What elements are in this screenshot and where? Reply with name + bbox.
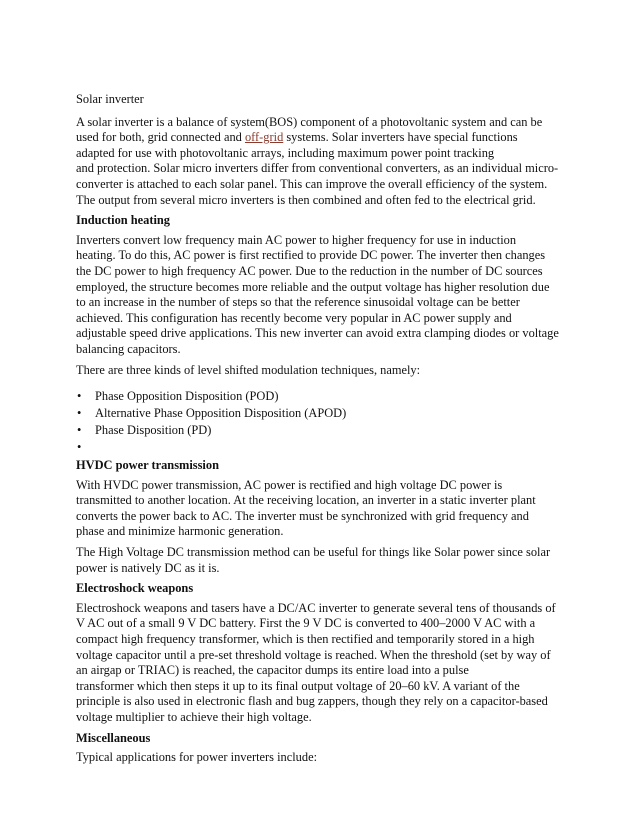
text-line: Inverters convert low frequency main AC power to higher frequency for use in induction [76,232,517,247]
list-item [76,439,566,456]
heading-text: Induction heating [76,213,170,228]
electroshock-heading [76,581,566,597]
text-line: V AC out of a small 9 V DC battery. First the 9 V DC is converted to 400–2000 V AC with a [76,616,536,631]
text-line: compact high frequency transformer, which is then rectified and temporarily stored in a high [76,632,535,647]
text-line: Electroshock weapons and tasers have a DC/AC inverter to generate several tens of thousands of [76,600,556,615]
text-line: adapted for use with photovoltanic arrays, including maximum power point tracking [76,145,495,160]
text-line: and protection. Solar micro inverters differ from conventional converters, as an individual micro- [76,161,559,176]
solar-inverter-paragraph [76,115,566,209]
text-line: A solar inverter is a balance of system(BOS) component of a photovoltanic system and can be [76,114,543,129]
miscellaneous-heading [76,731,566,747]
list-item-text: Phase Disposition (PD) [95,423,212,438]
bullet-icon: • [77,406,82,421]
text-line: principle is also used in electronic flash and bug zappers, though they rely on a capacitor-based [76,694,548,709]
text-line: an airgap or TRIAC) is reached, the capacitor dumps its entire load into a pulse [76,663,469,678]
document-page [76,92,566,771]
list-item [76,422,566,439]
document-title [76,92,566,108]
modulation-intro [76,363,566,379]
text-line: employed, the structure becomes more reliable and the output voltage has higher resolution due [76,279,550,294]
hvdc-paragraph-1 [76,478,566,540]
off-grid-link[interactable]: off-grid [244,130,284,145]
text-line: converts the power back to AC. The inverter must be synchronized with grid frequency and [76,508,529,523]
miscellaneous-paragraph [76,750,566,766]
heading-text: Electroshock weapons [76,581,194,596]
text-line [76,130,566,146]
text-line: power is natively DC as it is. [76,560,220,575]
text-segment: systems. Solar inverters have special functions [283,130,518,145]
text-segment: used for both, grid connected and [76,130,245,145]
text-line: Typical applications for power inverters include: [76,750,318,765]
list-item-text: Phase Opposition Disposition (POD) [95,389,279,404]
text-line: to an increase in the number of steps so that the reference sinusoidal voltage can be better [76,295,520,310]
text-line: transmitted to another location. At the receiving location, an inverter in a static inverter plant [76,493,536,508]
induction-heating-paragraph [76,233,566,358]
heading-text: HVDC power transmission [76,458,219,473]
heading-text: Miscellaneous [76,730,151,745]
text-line: There are three kinds of level shifted modulation techniques, namely: [76,362,421,377]
list-item [76,388,566,405]
text-line: adjustable speed drive applications. This new inverter can avoid extra clamping diodes or voltage [76,326,559,341]
hvdc-paragraph-2 [76,545,566,576]
bullet-icon: • [77,440,82,455]
text-line: voltage capacitor until a pre-set threshold voltage is reached. When the threshold (set by way of [76,647,551,662]
text-line: voltage multiplier to achieve their high voltage. [76,710,312,724]
bullet-icon: • [77,423,82,438]
text-line: With HVDC power transmission, AC power is rectified and high voltage DC power is [76,477,503,492]
text-line: transformer which then steps it up to its final output voltage of 20–60 kV. A variant of the [76,678,520,693]
title-text: Solar inverter [76,92,144,106]
text-line: phase and minimize harmonic generation. [76,524,284,539]
text-line: the DC power to high frequency AC power. Due to the reduction in the number of DC sources [76,263,543,278]
electroshock-paragraph [76,601,566,726]
text-line: balancing capacitors. [76,341,181,356]
list-item [76,405,566,422]
induction-heating-heading [76,213,566,229]
text-line: converter is attached to each solar panel. This can improve the overall efficiency of the system. [76,176,548,191]
text-line: The output from several micro inverters is then combined and often fed to the electrical grid. [76,192,536,207]
text-line: heating. To do this, AC power is first rectified to provide DC power. The inverter then changes [76,248,546,263]
list-item-text: Alternative Phase Opposition Disposition (APOD) [95,406,347,421]
text-line: The High Voltage DC transmission method can be useful for things like Solar power since solar [76,545,551,560]
bullet-icon: • [77,389,82,404]
text-line: achieved. This configuration has recently become very popular in AC power supply and [76,310,512,325]
hvdc-heading [76,458,566,474]
modulation-techniques-list [76,388,566,456]
